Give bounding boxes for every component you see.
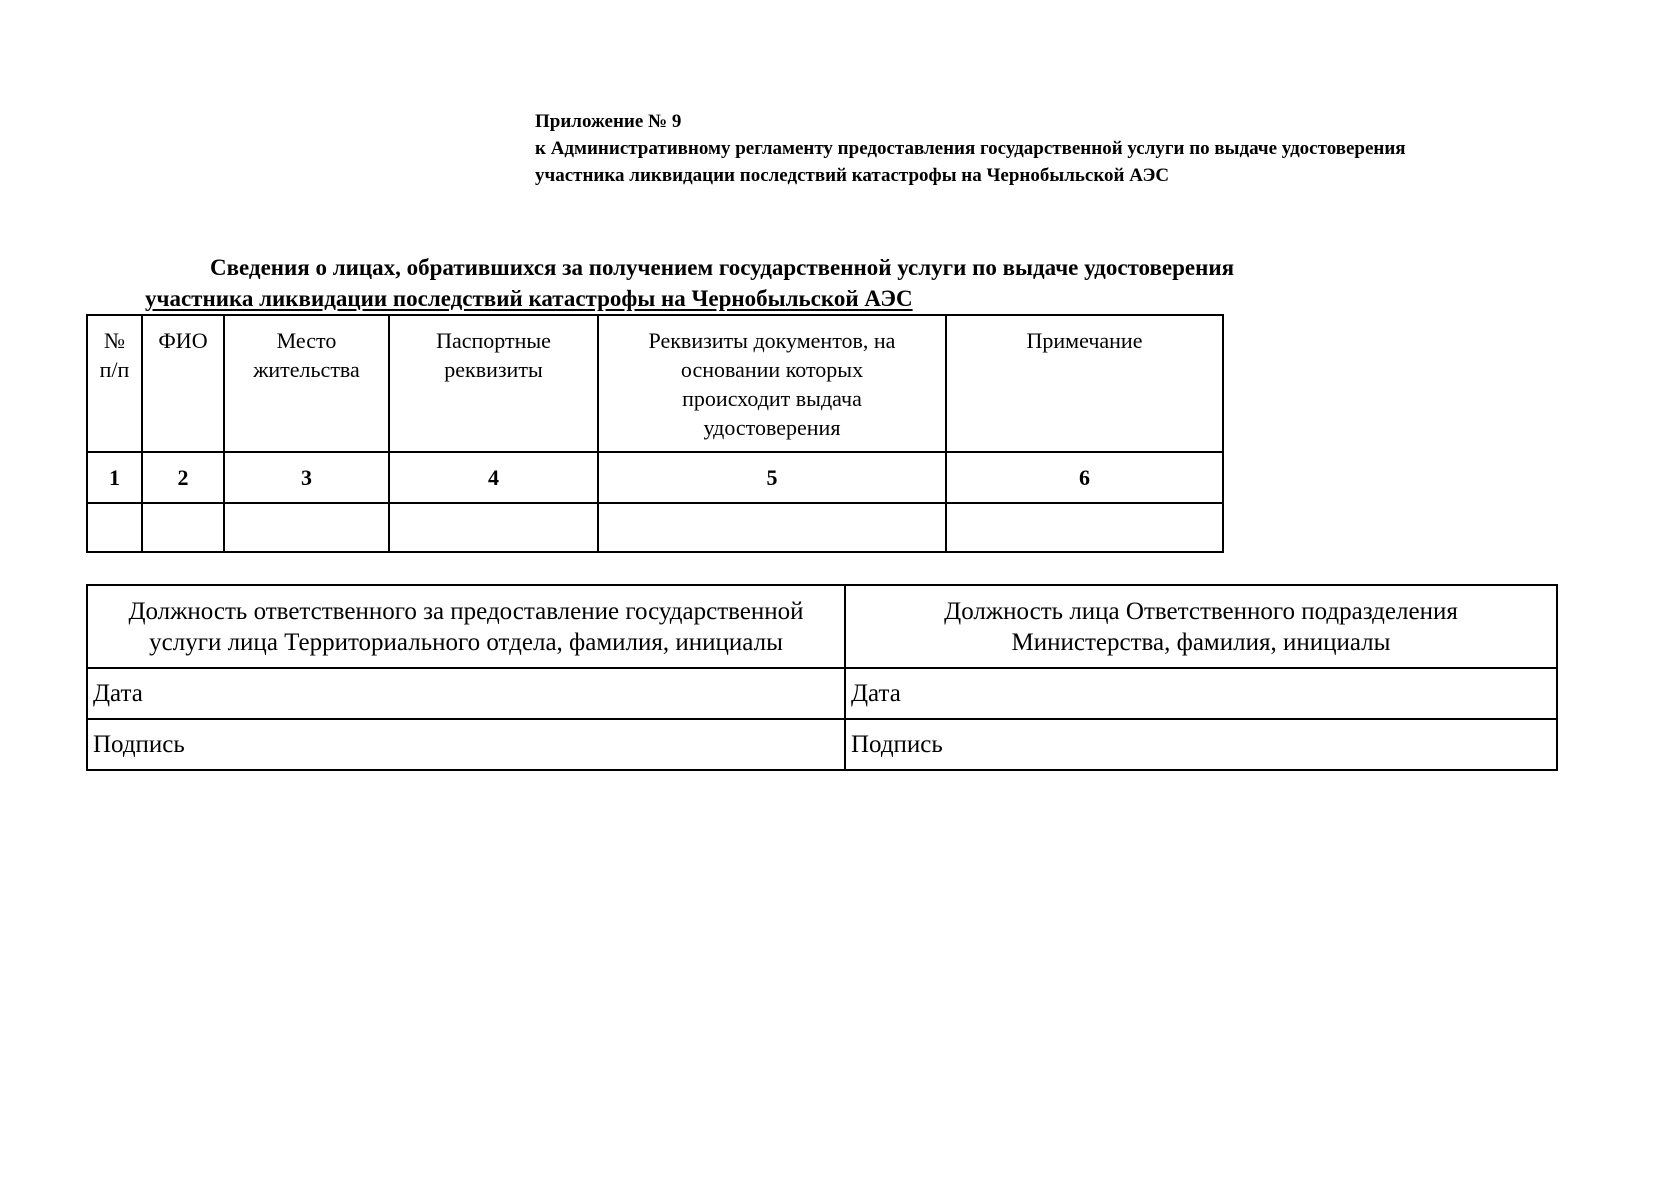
territorial-date-cell: Дата: [87, 668, 845, 719]
registry-empty-row: [87, 503, 1223, 552]
header-documents-cell: [598, 315, 946, 452]
registry-table: [86, 314, 1224, 553]
empty-cell: [946, 503, 1223, 552]
header-note-label: Примечание: [1026, 328, 1143, 353]
document-title: [145, 252, 1505, 314]
header-note-cell: [946, 315, 1223, 452]
signature-sign-row: [87, 719, 1557, 770]
registry-column-numbers-row: [87, 452, 1223, 503]
header-fio-cell: [142, 315, 224, 452]
header-number-cell: [87, 315, 142, 452]
ministry-date-cell: Дата: [845, 668, 1557, 719]
empty-cell: [224, 503, 389, 552]
column-number-3: 3: [224, 452, 389, 503]
territorial-officer-role-cell: [87, 585, 845, 668]
empty-cell: [389, 503, 598, 552]
territorial-signature-cell: Подпись: [87, 719, 845, 770]
header-residence-line1: Место: [276, 328, 337, 353]
header-residence-line2: жительства: [253, 357, 360, 382]
territorial-officer-role-line1: Должность ответственного за предоставление государственной: [128, 597, 804, 625]
header-documents-line1: Реквизиты документов, на: [648, 328, 896, 353]
header-documents-line2: основании которых: [680, 357, 864, 382]
header-passport-cell: [389, 315, 598, 452]
column-number-1: 1: [87, 452, 142, 503]
territorial-officer-role-line2: услуги лица Территориального отдела, фамилия, инициалы: [149, 628, 783, 656]
document-title-line2: участника ликвидации последствий катастрофы на Чернобыльской АЭС: [145, 286, 913, 311]
signature-date-row: [87, 668, 1557, 719]
header-documents-line4: удостоверения: [703, 415, 841, 440]
ministry-officer-role-line2: Министерства, фамилия, инициалы: [1011, 628, 1391, 656]
appendix-number: Приложение № 9: [535, 111, 682, 132]
column-number-6: 6: [946, 452, 1223, 503]
header-passport-line1: Паспортные: [436, 328, 551, 353]
column-number-4: 4: [389, 452, 598, 503]
ministry-signature-cell: Подпись: [845, 719, 1557, 770]
appendix-header: [535, 108, 1595, 189]
signature-role-row: [87, 585, 1557, 668]
appendix-reference-line1: к Административному регламенту предоставления государственной услуги по выдаче удостоверения: [535, 138, 1406, 159]
header-passport-line2: реквизиты: [444, 357, 543, 382]
header-residence-cell: [224, 315, 389, 452]
header-fio-label: ФИО: [158, 328, 208, 353]
document-title-line1: Сведения о лицах, обратившихся за получением государственной услуги по выдаче удостоверения: [210, 255, 1235, 280]
empty-cell: [598, 503, 946, 552]
empty-cell: [142, 503, 224, 552]
ministry-officer-role-line1: Должность лица Ответственного подразделения: [944, 597, 1458, 625]
registry-header-row: [87, 315, 1223, 452]
column-number-2: 2: [142, 452, 224, 503]
header-documents-line3: происходит выдача: [682, 386, 862, 411]
column-number-5: 5: [598, 452, 946, 503]
empty-cell: [87, 503, 142, 552]
ministry-officer-role-cell: [845, 585, 1557, 668]
appendix-reference-line2: участника ликвидации последствий катастрофы на Чернобыльской АЭС: [535, 165, 1170, 186]
header-number-line1: №: [104, 328, 125, 353]
signature-table: [86, 584, 1558, 771]
header-number-line2: п/п: [99, 357, 130, 382]
